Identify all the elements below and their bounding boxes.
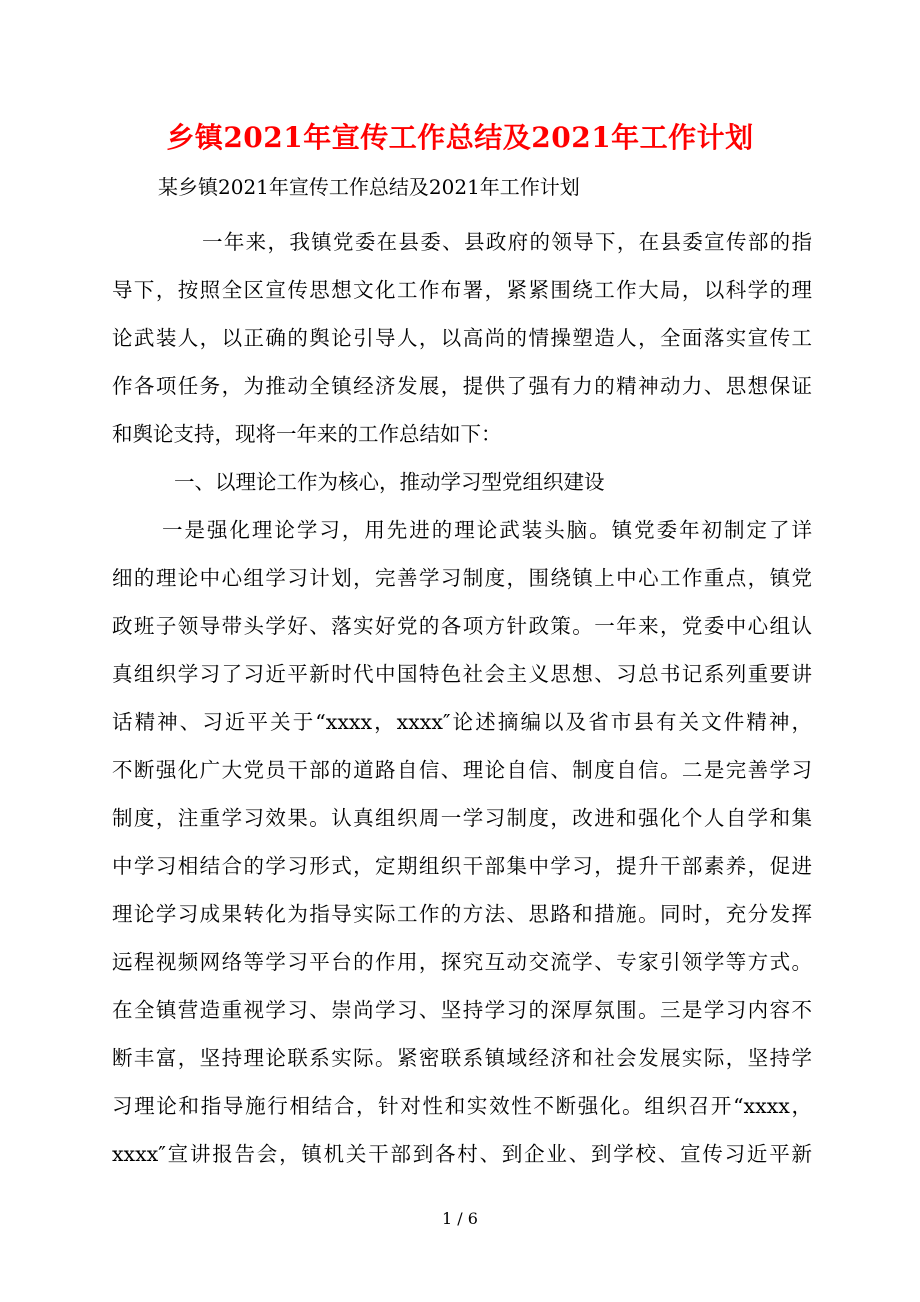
body-line: 不断强化广大党员干部的道路自信、理论自信、制度自信。二是完善学习: [112, 758, 812, 782]
body-line: 在全镇营造重视学习、崇尚学习、坚持学习的深厚氛围。三是学习内容不: [112, 998, 812, 1022]
body-line: 制度，注重学习效果。认真组织周一学习制度，改进和强化个人自学和集: [112, 806, 812, 830]
body-line: 远程视频网络等学习平台的作用，探究互动交流学、专家引领学等方式。: [112, 950, 812, 974]
page-number: 1 / 6: [442, 1209, 478, 1228]
document-subtitle: 某乡镇2021年宣传工作总结及2021年工作计划: [158, 175, 580, 199]
body-line: xxxx″宣讲报告会，镇机关干部到各村、到企业、到学校、宣传习近平新: [112, 1142, 812, 1166]
section-heading: 一、以理论工作为核心，推动学习型党组织建设: [174, 470, 605, 494]
body-line: 习理论和指导施行相结合，针对性和实效性不断强化。组织召开“xxxx，: [112, 1094, 812, 1118]
body-line: 导下，按照全区宣传思想文化工作布署，紧紧围绕工作大局，以科学的理: [112, 278, 812, 302]
body-line: 断丰富，坚持理论联系实际。紧密联系镇域经济和社会发展实际，坚持学: [112, 1046, 812, 1070]
body-line: 政班子领导带头学好、落实好党的各项方针政策。一年来，党委中心组认: [112, 614, 812, 638]
document-title: 乡镇2021年宣传工作总结及2021年工作计划: [166, 121, 754, 154]
body-line: 话精神、习近平关于“xxxx，xxxx″论述摘编以及省市县有关文件精神，: [112, 710, 812, 734]
document-body: [112, 218, 812, 1178]
body-line: 真组织学习了习近平新时代中国特色社会主义思想、习总书记系列重要讲: [112, 662, 812, 686]
body-line: 中学习相结合的学习形式，定期组织干部集中学习，提升干部素养，促进: [112, 854, 812, 878]
body-line: 细的理论中心组学习计划，完善学习制度，围绕镇上中心工作重点，镇党: [112, 566, 812, 590]
body-line: 作各项任务，为推动全镇经济发展，提供了强有力的精神动力、思想保证: [112, 374, 812, 398]
body-line: 和舆论支持，现将一年来的工作总结如下：: [112, 422, 502, 446]
body-line: 一年来，我镇党委在县委、县政府的领导下，在县委宣传部的指: [202, 230, 812, 254]
body-line: 理论学习成果转化为指导实际工作的方法、思路和措施。同时，充分发挥: [112, 902, 812, 926]
body-line: 一是强化理论学习，用先进的理论武装头脑。镇党委年初制定了详: [162, 518, 812, 542]
body-line: 论武装人，以正确的舆论引导人，以高尚的情操塑造人，全面落实宣传工: [112, 326, 812, 350]
